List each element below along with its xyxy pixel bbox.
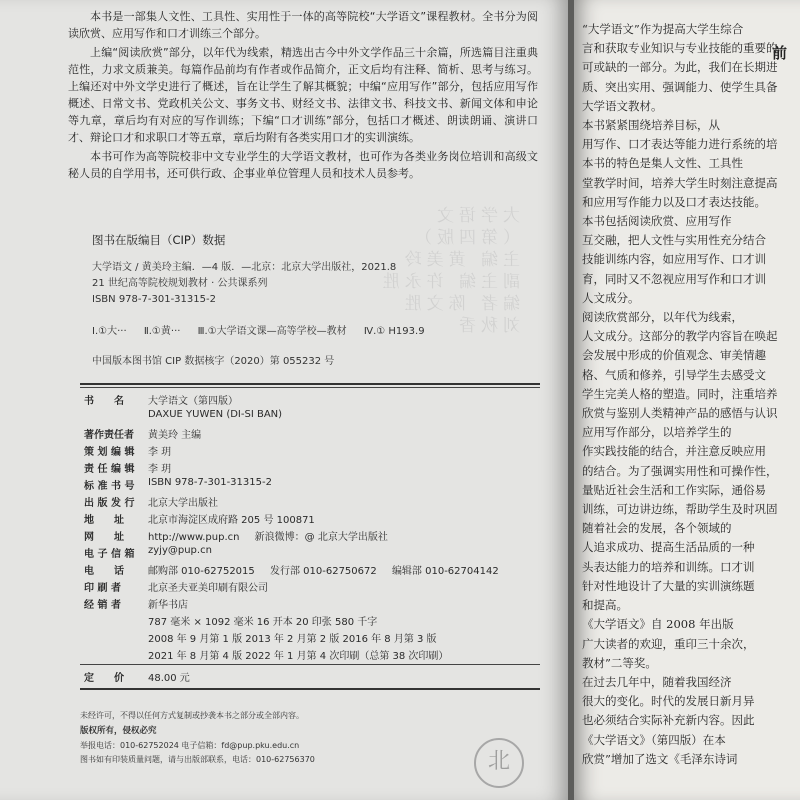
ghost-line: 编者 陈文胜: [399, 294, 520, 314]
preface-line: 用写作、口才表达等能力进行系统的培: [582, 137, 778, 152]
preface-line: 本书包括阅读欣赏、应用写作: [582, 214, 732, 229]
preface-line: 堂教学时间，培养大学生时刻注意提高: [582, 175, 778, 190]
preface-line: 量贴近社会生活和工作实际，通俗易: [582, 482, 766, 497]
colophon-label: 电 话: [84, 566, 124, 577]
preface-line: 会发展中形成的价值观念、审美情趣: [582, 348, 766, 363]
preface-line: 头表达能力的培养和训练。口才训: [582, 559, 755, 574]
cip-class-item: Ⅲ.①大学语文课—高等学校—教材: [197, 326, 347, 337]
colophon-value: [148, 392, 250, 407]
phone-mail-order: 邮购部 010-62752015: [148, 566, 255, 577]
preface-line: 人文成分。: [582, 290, 640, 305]
preface-line: 随着社会的发展，各个领域的: [582, 521, 732, 536]
publisher-logo: 北: [474, 738, 524, 788]
book-introduction: [68, 8, 538, 184]
colophon-value: [148, 596, 200, 611]
colophon-label: 经 销 者: [84, 600, 121, 611]
colophon-value: [148, 443, 183, 458]
colophon-value: [148, 647, 460, 662]
preface-line: 的结合。为了强调实用性和可操作性，: [582, 463, 778, 478]
cip-data-number: 中国版本图书馆 CIP 数据核字（2020）第 055232 号: [92, 356, 335, 367]
preface-line: 针对性地设计了大量的实训演练题: [582, 578, 755, 593]
colophon-top-rule: [80, 383, 540, 385]
colophon-label: 定 价: [84, 673, 124, 684]
cip-line: ISBN 978-7-301-31315-2: [92, 294, 216, 305]
preface-line: 育，同时又不忽视应用写作和口才训: [582, 271, 766, 286]
rights-reserved: 版权所有，侵权必究: [80, 726, 157, 736]
colophon-value: [148, 669, 202, 684]
phone-editorial: 编辑部 010-62704142: [391, 566, 499, 577]
intro-paragraph: 本书可作为高等院校非中文专业学生的大学语文教材，也可作为各类业务岗位培训和高级文秘人员的自学用书，还可供行政、企事业单位管理人员和技术人员参考。: [68, 150, 538, 180]
colophon-label: 著作责任者: [84, 430, 134, 441]
colophon-label: 地 址: [84, 515, 124, 526]
colophon-label: 策 划 编 辑: [84, 447, 135, 458]
report-contact: 举报电话：010-62752024 电子信箱：fd@pup.pku.edu.cn: [80, 741, 300, 750]
colophon-text: 北京市海淀区成府路 205 号 100871: [148, 515, 315, 526]
preface-line: 欣赏与鉴别人类精神产品的感悟与认识: [582, 406, 778, 421]
colophon-text: 787 毫米 × 1092 毫米 16 开本 20 印张 580 千字: [148, 617, 378, 628]
preface-line: 应用写作部分，以培养学生的: [582, 425, 732, 440]
quality-contact: 图书如有印装质量问题，请与出版部联系，电话：010-62756370: [80, 755, 315, 764]
price-separator-rule: [80, 664, 540, 665]
colophon-label: 标 准 书 号: [84, 481, 135, 492]
preface-line: 训练，可边讲边练，帮助学生及时巩固: [582, 502, 778, 517]
copyright-notice: 未经许可，不得以任何方式复制或抄袭本书之部分或全部内容。: [80, 711, 304, 720]
colophon-text: 北京圣夫亚美印刷有限公司: [148, 583, 268, 594]
colophon-value: [148, 528, 400, 543]
colophon-value: [148, 545, 224, 556]
colophon-text: DAXUE YUWEN (DI-SI BAN): [148, 409, 283, 420]
ghost-line: 大学语文: [432, 206, 520, 226]
preface-line: 学生完美人格的塑造。同时，注重培养: [582, 386, 778, 401]
preface-line: 人追求成功、提高生活品质的一种: [582, 540, 755, 555]
preface-line: 言和获取专业知识与专业技能的重要的: [582, 41, 778, 56]
preface-line: 《大学语文》（第四版）在本: [582, 732, 726, 747]
colophon-value: [148, 409, 294, 420]
colophon-label: 网 址: [84, 532, 124, 543]
preface-line: 广大读者的欢迎，重印三十余次，: [582, 636, 755, 651]
preface-line: 教材”二等奖。: [582, 655, 657, 670]
colophon-value: [148, 613, 389, 628]
ghost-line: 刘秋香: [454, 316, 520, 336]
weibo-handle: 新浪微博：@ 北京大学出版社: [254, 532, 388, 543]
colophon-text: 大学语文（第四版）: [148, 396, 238, 407]
colophon-text: 李 玥: [148, 464, 172, 475]
preface-line: 互交融，把人文性与实用性充分结合: [582, 233, 766, 248]
colophon-value: [148, 426, 213, 441]
colophon-value: [148, 494, 230, 509]
preface-line: “大学语文”作为提高大学生综合: [582, 22, 744, 36]
preface-line: 可或缺的一部分。为此，我们在长期进: [582, 60, 778, 75]
colophon-value: [148, 630, 449, 645]
intro-paragraph: 本书是一部集人文性、工具性、实用性于一体的高等院校“大学语文”课程教材。全书分为阅读欣赏、应用写作和口才训练三个部分。: [68, 10, 538, 40]
cip-record: [92, 260, 396, 308]
ghost-line: 副主编 许永胜: [377, 272, 520, 292]
preface-line: 人文成分。这部分的教学内容旨在唤起: [582, 329, 778, 344]
intro-paragraph: 上编“阅读欣赏”部分，以年代为线索，精选出古今中外文学作品三十余篇，所选篇目注重典范性，力求文质兼美。每篇作品前均有作者或作品简介，正文后均有注释、简析、思考与练习。上编还对中外文学史进行了概述，旨在让学生了解其概貌；中编“应用写作”部分，包括应用写作概述、日常文书、党政机关公文、事务文书、财经文书、法律文书、科技文书、新闻文体和申论等九章，章后均有对应的写作训练；下编“口才训练”部分，包括口才概述、朗读朗诵、演讲口才、辩论口才和求职口才等五章，章后均附有各类实用口才的实训演练。: [68, 46, 538, 144]
preface-line: 技能训练内容，如应用写作、口才训: [582, 252, 766, 267]
preface-line: 和应用写作能力以及口才表达技能。: [582, 194, 766, 209]
preface-line: 作实践技能的结合，并注意反映应用: [582, 444, 766, 459]
preface-text: [582, 20, 800, 769]
preface-line: 格、气质和修养，引导学生去感受文: [582, 367, 766, 382]
colophon-top-rule-thin: [80, 387, 540, 388]
cip-line: 21 世纪高等院校规划教材 · 公共课系列: [92, 278, 268, 289]
colophon-label: 出 版 发 行: [84, 498, 135, 509]
colophon-value: [148, 579, 280, 594]
cip-classification: [92, 322, 439, 337]
preface-line: 也必须结合实际补充新内容。因此: [582, 713, 755, 728]
colophon-value: [148, 477, 284, 488]
preface-heading: 前: [772, 44, 788, 62]
preface-line: 阅读欣赏部分，以年代为线索，: [582, 310, 743, 325]
preface-line: 本书紧紧围绕培养目标，从: [582, 118, 720, 133]
colophon-label: 书 名: [84, 396, 124, 407]
cip-class-item: Ⅱ.①黄···: [143, 326, 181, 337]
preface-line: 本书的特色是集人文性、工具性: [582, 156, 743, 171]
ghost-line: 主编 黄美玲: [399, 250, 520, 270]
preface-line: 很大的变化。时代的发展日新月异: [582, 694, 755, 709]
colophon-text: 2021 年 8 月第 4 版 2022 年 1 月第 4 次印刷（总第 38 次印刷）: [148, 651, 449, 662]
cip-title: 图书在版编目（CIP）数据: [92, 233, 226, 247]
colophon-label: 责 任 编 辑: [84, 464, 135, 475]
preface-line: 和提高。: [582, 598, 628, 613]
colophon-text: 2008 年 9 月第 1 版 2013 年 2 月第 2 版 2016 年 8 月第 3 版: [148, 634, 437, 645]
preface-line: 《大学语文》自 2008 年出版: [582, 617, 734, 632]
preface-line: 在过去几年中，随着我国经济: [582, 674, 732, 689]
preface-line: 质、突出实用、强调能力、使学生具备: [582, 79, 778, 94]
colophon-value: [148, 511, 327, 526]
book-price: 48.00 元: [148, 673, 190, 684]
colophon-text: 李 玥: [148, 447, 172, 458]
colophon-value: [148, 460, 183, 475]
colophon-text: 北京大学出版社: [148, 498, 218, 509]
colophon-label: 印 刷 者: [84, 583, 121, 594]
colophon-text: 新华书店: [148, 600, 188, 611]
colophon-text: 黄美玲 主编: [148, 430, 202, 441]
colophon-text: zyjy@pup.cn: [148, 545, 212, 556]
colophon-value: [148, 562, 511, 577]
colophon-text: ISBN 978-7-301-31315-2: [148, 477, 272, 488]
ghost-line: （第四版）: [410, 228, 520, 248]
cip-class-item: Ⅳ.① H193.9: [363, 326, 425, 337]
preface-line: 欣赏”增加了选文《毛泽东诗词: [582, 751, 738, 766]
colophon-label: 电 子 信 箱: [84, 549, 135, 560]
right-page: [574, 0, 800, 800]
phone-distribution: 发行部 010-62750672: [269, 566, 377, 577]
website-url: http://www.pup.cn: [148, 532, 240, 543]
preface-line: 大学语文教材。: [582, 98, 663, 113]
colophon-bottom-rule: [80, 688, 540, 690]
cip-class-item: Ⅰ.①大···: [92, 326, 127, 337]
cip-line: 大学语文 / 黄美玲主编．—4 版．—北京：北京大学出版社，2021.8: [92, 262, 397, 273]
